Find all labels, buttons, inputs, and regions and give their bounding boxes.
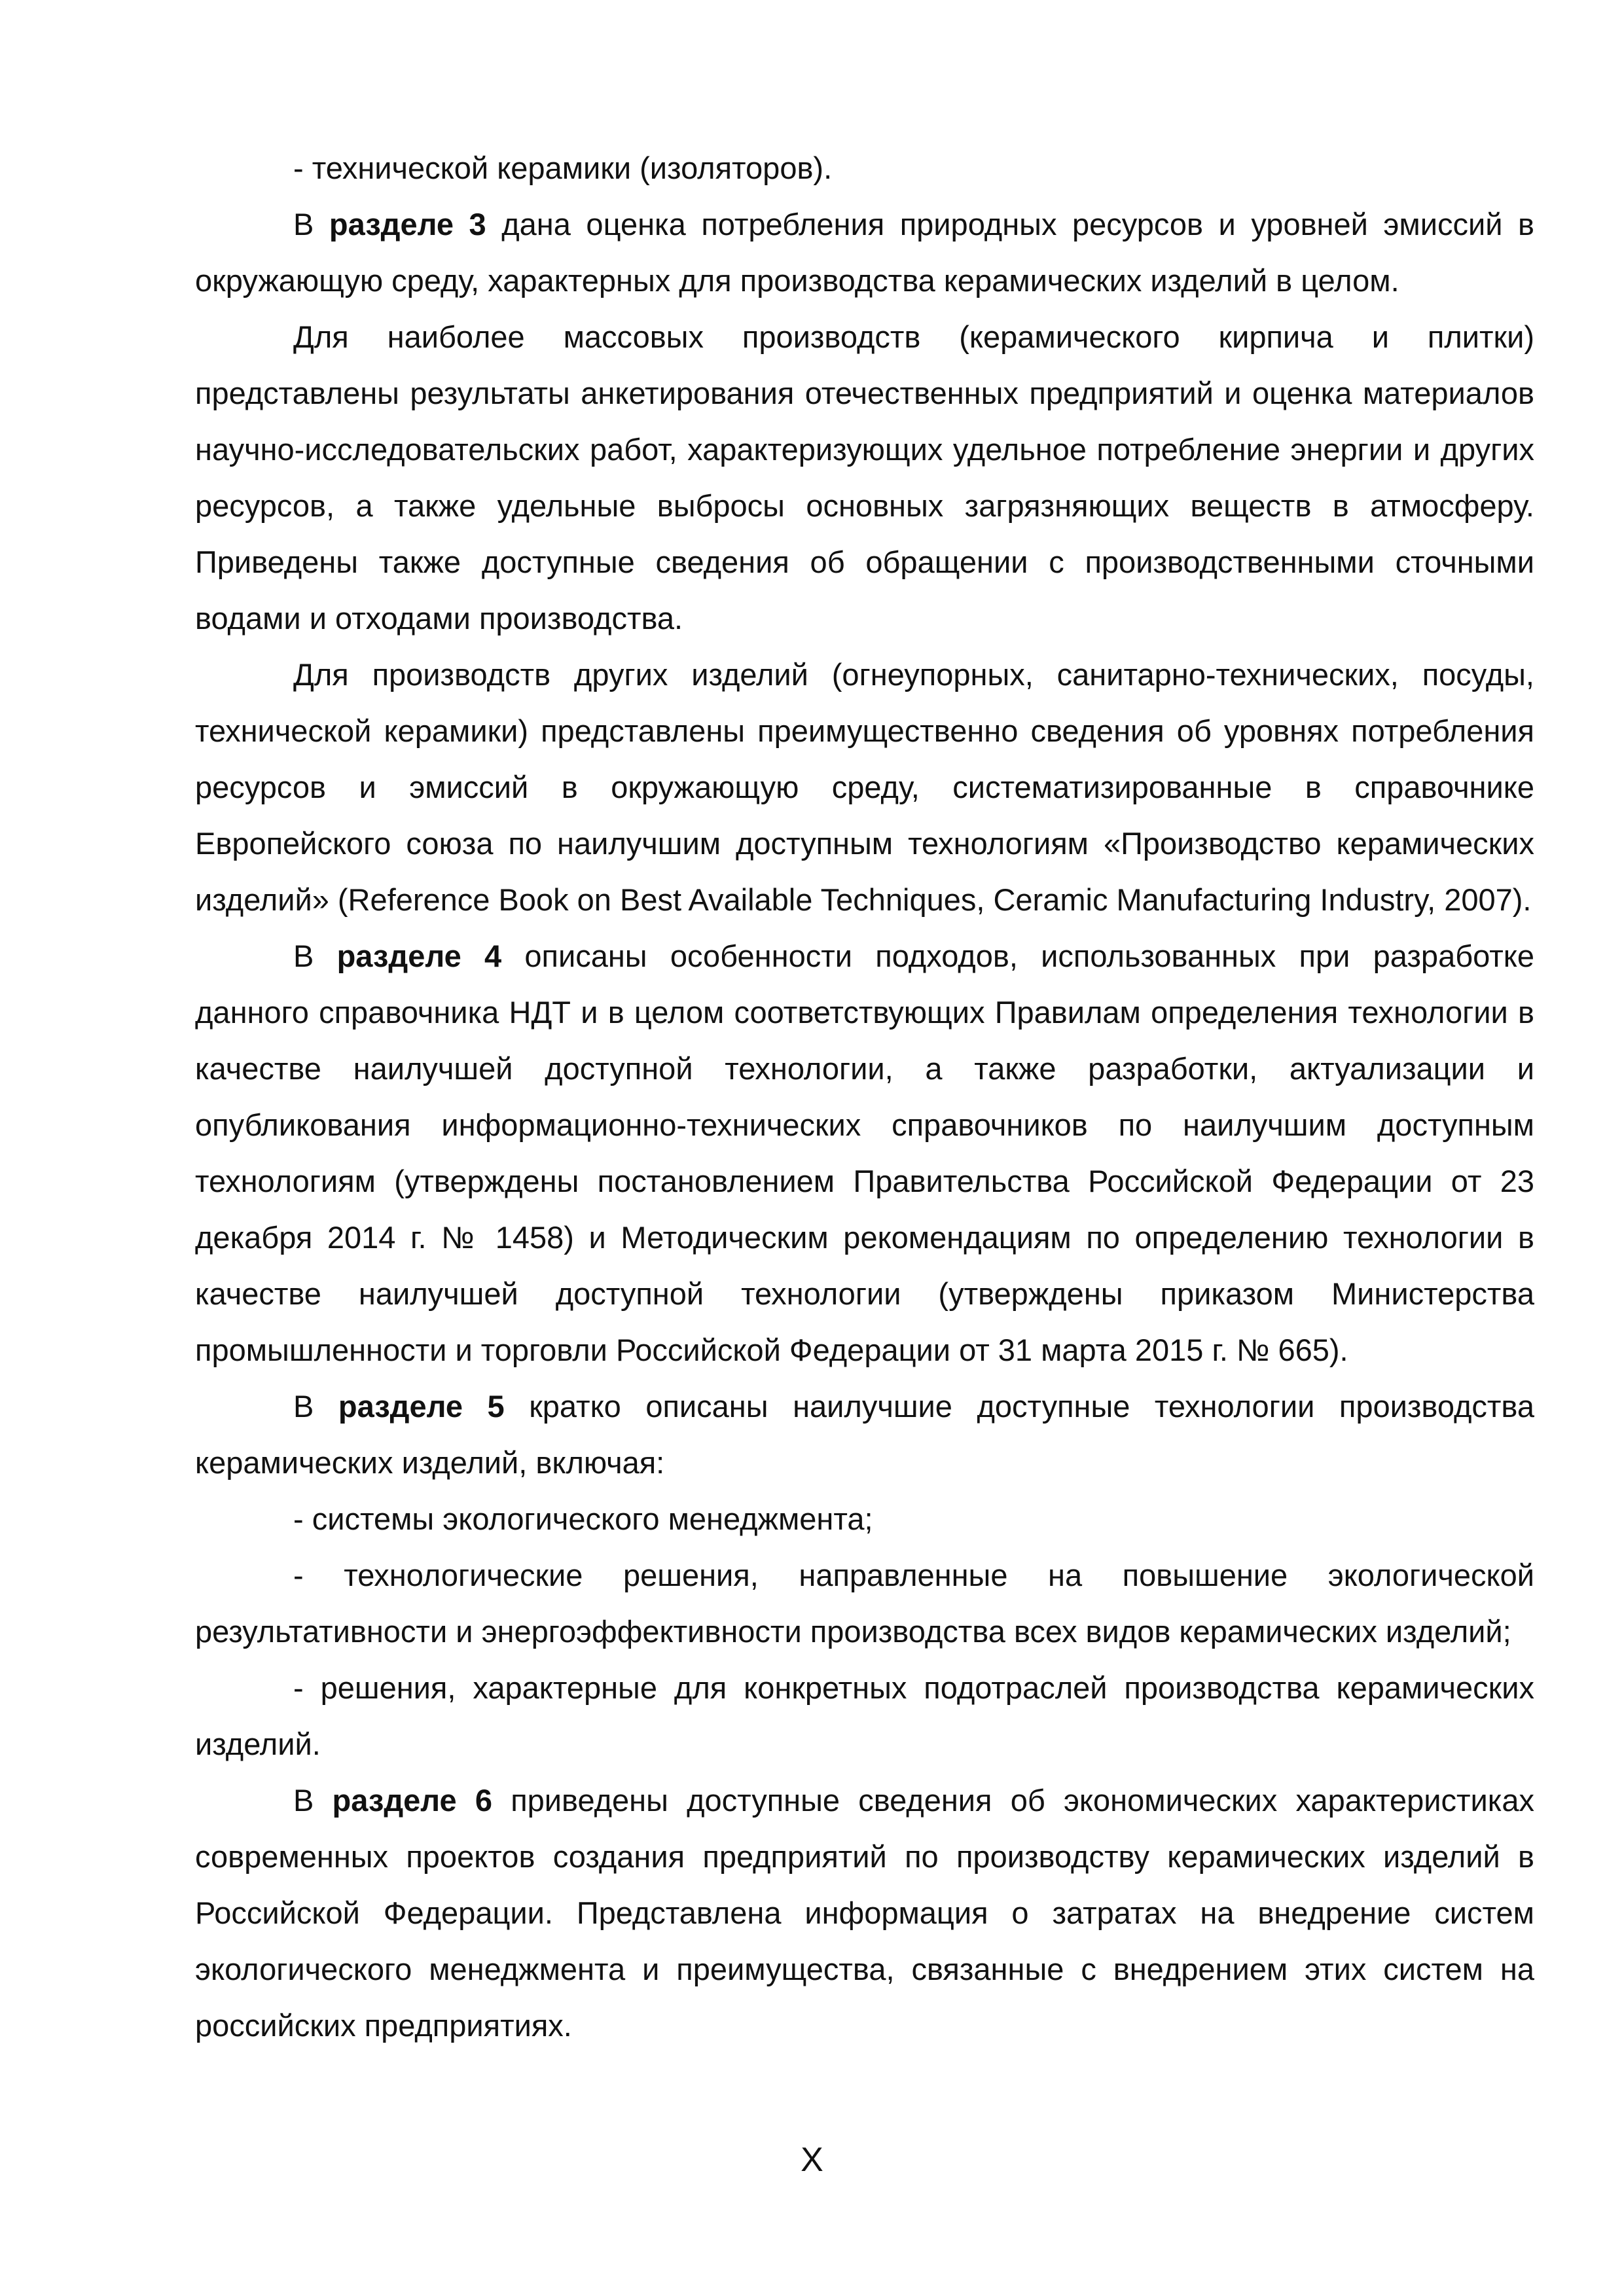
- paragraph-section-3: [195, 196, 1534, 309]
- paragraph-prefix: В: [293, 1389, 338, 1424]
- paragraph-section-6: [195, 1772, 1534, 2054]
- paragraph-text: приведены доступные сведения об экономических характеристиках современных проектов создания предприятий по производству керамических изделий в Российской Федерации. Представлена информация о затратах на внедрение систем экологического менеджмента и преимущества, связанные с внедрением этих систем на российских предприятиях.: [195, 1783, 1534, 2043]
- paragraph-text: дана оценка потребления природных ресурсов и уровней эмиссий в окружающую среду, характерных для производства керамических изделий в целом.: [195, 207, 1534, 298]
- list-item-technological-solutions: - технологические решения, направленные на повышение экологической результативности и энергоэффективности производства всех видов керамических изделий;: [195, 1558, 1534, 1649]
- list-item-subsector-solutions: - решения, характерные для конкретных подотраслей производства керамических изделий.: [195, 1670, 1534, 1761]
- paragraph-text: кратко описаны наилучшие доступные технологии производства керамических изделий, включая:: [195, 1389, 1534, 1480]
- section-4-label: разделе 4: [336, 939, 502, 973]
- paragraph-prefix: В: [293, 1783, 333, 1818]
- paragraph-section-5: [195, 1378, 1534, 1491]
- paragraph-text: описаны особенности подходов, использованных при разработке данного справочника НДТ и в целом соответствующих Правилам определения технологии в качестве наилучшей доступной технологии, а также разработки, актуализации и опубликования информационно-технических справочников по наилучшим доступным технологиям (утверждены постановлением Правительства Российской Федерации от 23 декабря 2014 г. № 1458) и Методическим рекомендациям по определению технологии в качестве наилучшей доступной технологии (утверждены приказом Министерства промышленности и торговли Российской Федерации от 31 марта 2015 г. № 665).: [195, 939, 1534, 1367]
- paragraph-section-4: [195, 928, 1534, 1378]
- paragraph-mass-production: Для наиболее массовых производств (керамического кирпича и плитки) представлены результаты анкетирования отечественных предприятий и оценка материалов научно-исследовательских работ, характеризующих удельное потребление энергии и других ресурсов, а также удельные выбросы основных загрязняющих веществ в атмосферу. Приведены также доступные сведения об обращении с производственными сточными водами и отходами производства.: [195, 319, 1534, 636]
- paragraph-prefix: В: [293, 939, 337, 973]
- section-6-label: разделе 6: [332, 1783, 493, 1818]
- section-5-label: разделе 5: [338, 1389, 505, 1424]
- paragraph-other-products: Для производств других изделий (огнеупорных, санитарно-технических, посуды, технической керамики) представлены преимущественно сведения об уровнях потребления ресурсов и эмиссий в окружающую среду, систематизированные в справочнике Европейского союза по наилучшим доступным технологиям «Производство керамических изделий» (Reference Book on Best Available Techniques, Ceramic Manufacturing Industry, 2007).: [195, 657, 1534, 917]
- paragraph-prefix: В: [293, 207, 329, 242]
- body-text: [195, 140, 1534, 2054]
- list-item-ems: - системы экологического менеджмента;: [293, 1501, 873, 1536]
- section-3-label: разделе 3: [329, 207, 486, 242]
- list-item-technical-ceramics: - технической керамики (изоляторов).: [293, 151, 833, 185]
- page-number: X: [801, 2141, 823, 2179]
